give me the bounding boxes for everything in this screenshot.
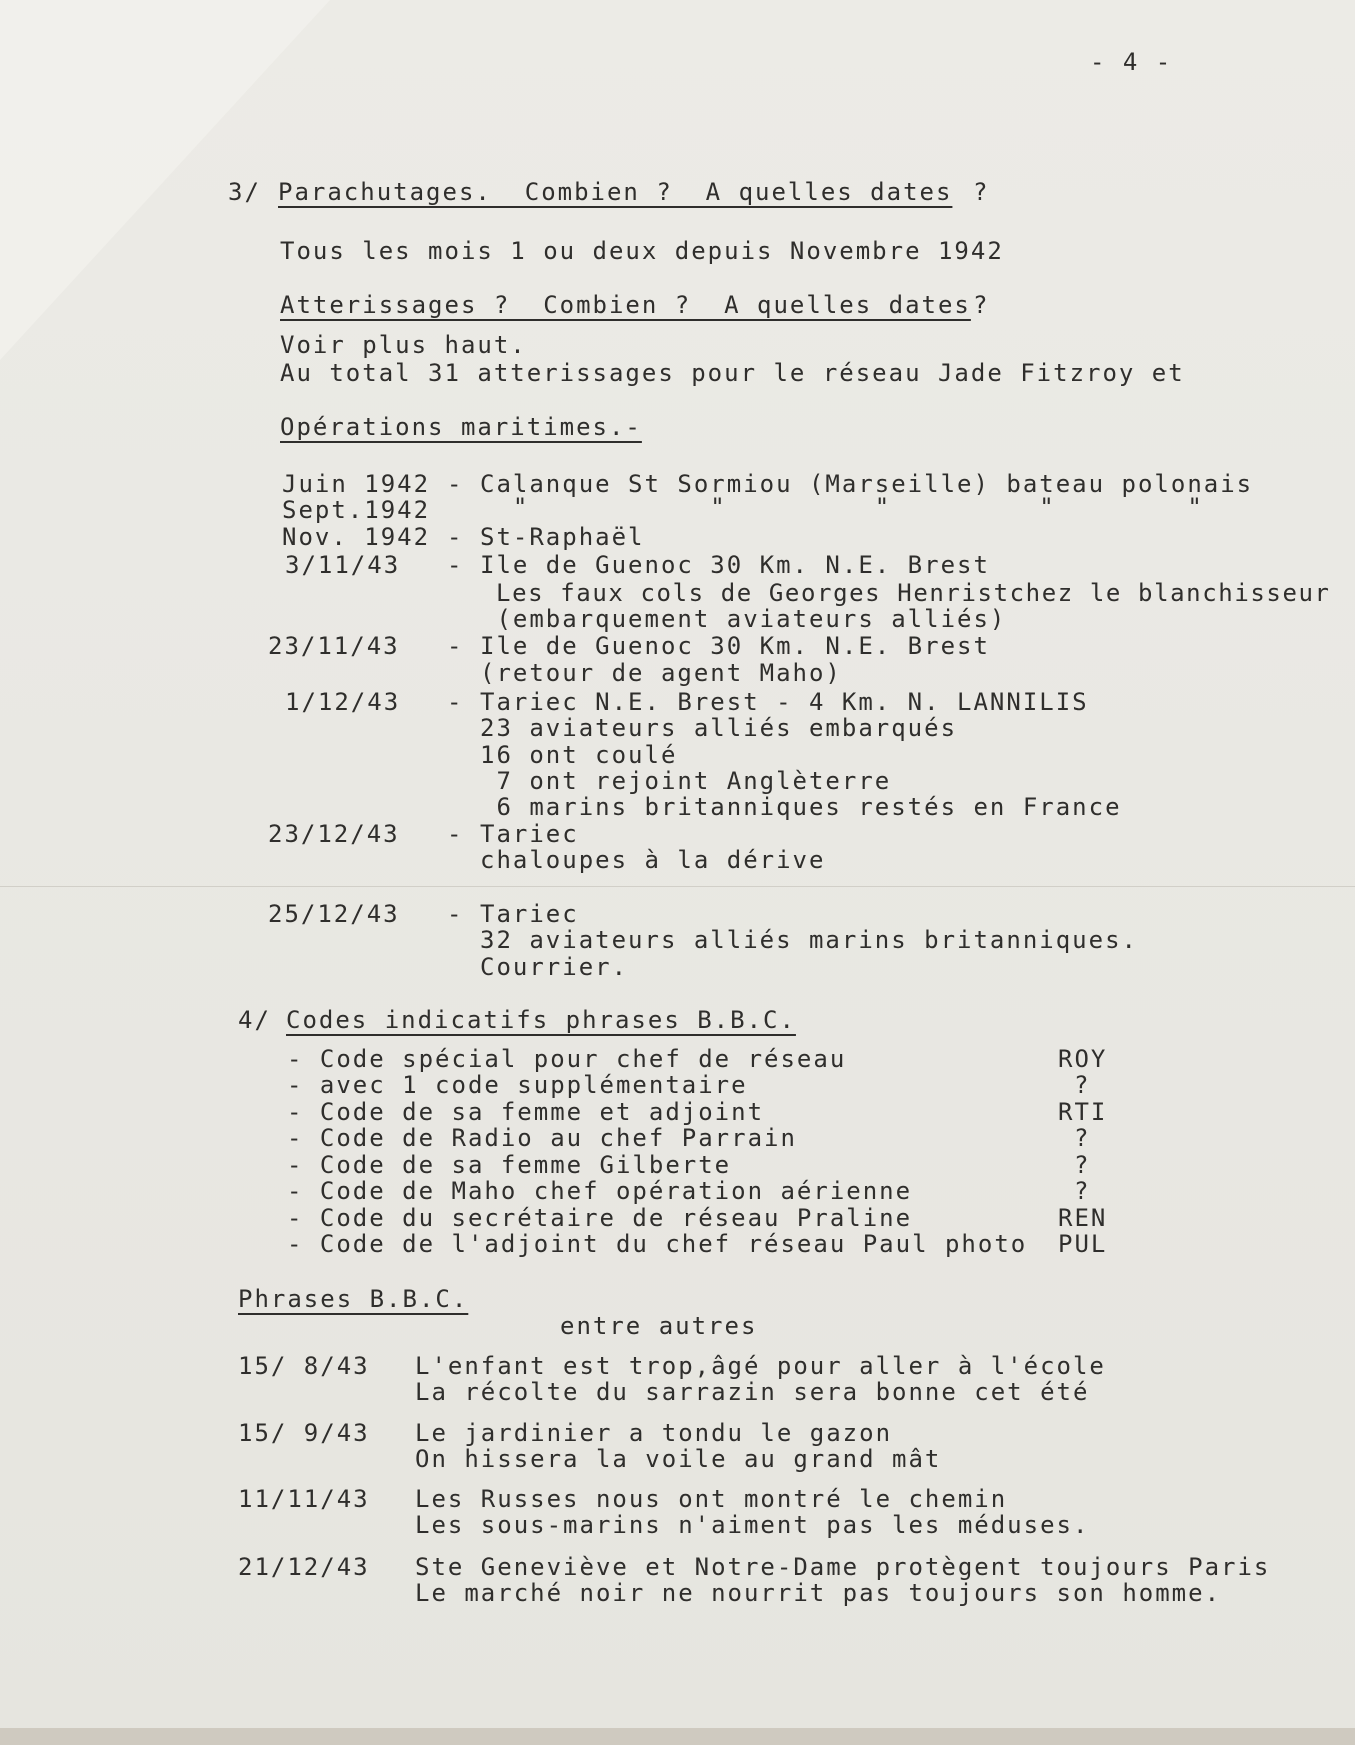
operation-line: Ile de Guenoc 30 Km. N.E. Brest — [480, 632, 990, 660]
operation-dash: - — [447, 523, 464, 551]
phrase-line: On hissera la voile au grand mât — [415, 1445, 942, 1473]
phrase-date: 11/11/43 — [238, 1485, 370, 1513]
operation-line: " " " " " — [480, 493, 1204, 521]
operation-dash: - — [447, 632, 464, 660]
operation-line: Calanque St Sormiou (Marseille) bateau polonais — [480, 470, 1254, 498]
code-description: - Code spécial pour chef de réseau — [287, 1045, 847, 1073]
code-value: ? — [1074, 1071, 1091, 1099]
paper-crease — [0, 886, 1355, 887]
operation-line: Tariec — [480, 900, 579, 928]
operation-line: chaloupes à la dérive — [480, 846, 826, 874]
phrase-line: L'enfant est trop,âgé pour aller à l'école — [415, 1352, 1106, 1380]
operation-line: Les faux cols de Georges Henristchez le blanchisseur — [480, 579, 1331, 607]
phrase-line: Le jardinier a tondu le gazon — [415, 1419, 893, 1447]
operation-line: 23 aviateurs alliés embarqués — [480, 714, 958, 742]
code-description: - avec 1 code supplémentaire — [287, 1071, 748, 1099]
operation-dash: - — [447, 551, 464, 579]
section-3-heading-question: ? — [973, 178, 990, 206]
atterrissages-heading: Atterissages ? Combien ? A quelles dates — [280, 291, 971, 319]
operation-line: Tariec — [480, 820, 579, 848]
section-4-number: 4/ — [238, 1006, 271, 1034]
phrases-subheading: entre autres — [560, 1312, 758, 1340]
section-3-number: 3/ — [228, 178, 261, 206]
code-description: - Code de Maho chef opération aérienne — [287, 1177, 913, 1205]
operation-dash: - — [447, 688, 464, 716]
operation-line: (retour de agent Maho) — [480, 659, 842, 687]
phrase-date: 15/ 9/43 — [238, 1419, 370, 1447]
paper-bottom-edge — [0, 1728, 1355, 1745]
operation-line: Tariec N.E. Brest - 4 Km. N. LANNILIS — [480, 688, 1089, 716]
operation-date: Nov. 1942 — [282, 523, 431, 551]
operation-line: 32 aviateurs alliés marins britanniques. — [480, 926, 1138, 954]
code-value: PUL — [1058, 1230, 1108, 1258]
operation-dash: - — [447, 900, 464, 928]
operation-date: 1/12/43 — [285, 688, 401, 716]
parachutages-answer: Tous les mois 1 ou deux depuis Novembre 1942 — [280, 237, 1004, 265]
atterrissages-line-1: Voir plus haut. — [280, 331, 527, 359]
phrases-heading: Phrases B.B.C. — [238, 1285, 469, 1313]
code-description: - Code de Radio au chef Parrain — [287, 1124, 797, 1152]
operation-date: Juin 1942 — [282, 470, 431, 498]
operation-date: Sept.1942 — [282, 496, 431, 524]
operation-date: 3/11/43 — [285, 551, 401, 579]
operation-line: (embarquement aviateurs alliés) — [480, 605, 1007, 633]
page-number: - 4 - — [1090, 48, 1173, 76]
operation-date: 23/12/43 — [268, 820, 400, 848]
phrase-line: Les Russes nous ont montré le chemin — [415, 1485, 1008, 1513]
code-description: - Code de sa femme et adjoint — [287, 1098, 765, 1126]
phrase-date: 15/ 8/43 — [238, 1352, 370, 1380]
operation-dash: - — [447, 820, 464, 848]
operation-line: Courrier. — [480, 953, 629, 981]
code-description: - Code du secrétaire de réseau Praline — [287, 1204, 913, 1232]
code-value: ? — [1074, 1151, 1091, 1179]
operation-line: St-Raphaël — [480, 523, 645, 551]
operation-line: 6 marins britanniques restés en France — [480, 793, 1122, 821]
operation-line: Ile de Guenoc 30 Km. N.E. Brest — [480, 551, 990, 579]
code-description: - Code de sa femme Gilberte — [287, 1151, 732, 1179]
section-4-heading: Codes indicatifs phrases B.B.C. — [286, 1006, 796, 1034]
code-value: ? — [1074, 1177, 1091, 1205]
code-value: RTI — [1058, 1098, 1108, 1126]
phrase-date: 21/12/43 — [238, 1553, 370, 1581]
operation-date: 25/12/43 — [268, 900, 400, 928]
section-3-heading: Parachutages. Combien ? A quelles dates — [278, 178, 953, 206]
phrase-line: Les sous-marins n'aiment pas les méduses. — [415, 1511, 1090, 1539]
atterrissages-line-2: Au total 31 atterissages pour le réseau Jade Fitzroy et — [280, 359, 1185, 387]
code-description: - Code de l'adjoint du chef réseau Paul photo — [287, 1230, 1028, 1258]
phrase-line: Le marché noir ne nourrit pas toujours son homme. — [415, 1579, 1222, 1607]
atterrissages-heading-question: ? — [973, 291, 990, 319]
phrase-line: Ste Geneviève et Notre-Dame protègent toujours Paris — [415, 1553, 1271, 1581]
phrase-line: La récolte du sarrazin sera bonne cet été — [415, 1378, 1090, 1406]
operation-line: 7 ont rejoint Anglèterre — [480, 767, 892, 795]
code-value: ? — [1074, 1124, 1091, 1152]
code-value: ROY — [1058, 1045, 1108, 1073]
code-value: REN — [1058, 1204, 1108, 1232]
operations-heading: Opérations maritimes.- — [280, 413, 642, 441]
operation-dash: - — [447, 470, 464, 498]
operation-date: 23/11/43 — [268, 632, 400, 660]
operation-line: 16 ont coulé — [480, 741, 678, 769]
